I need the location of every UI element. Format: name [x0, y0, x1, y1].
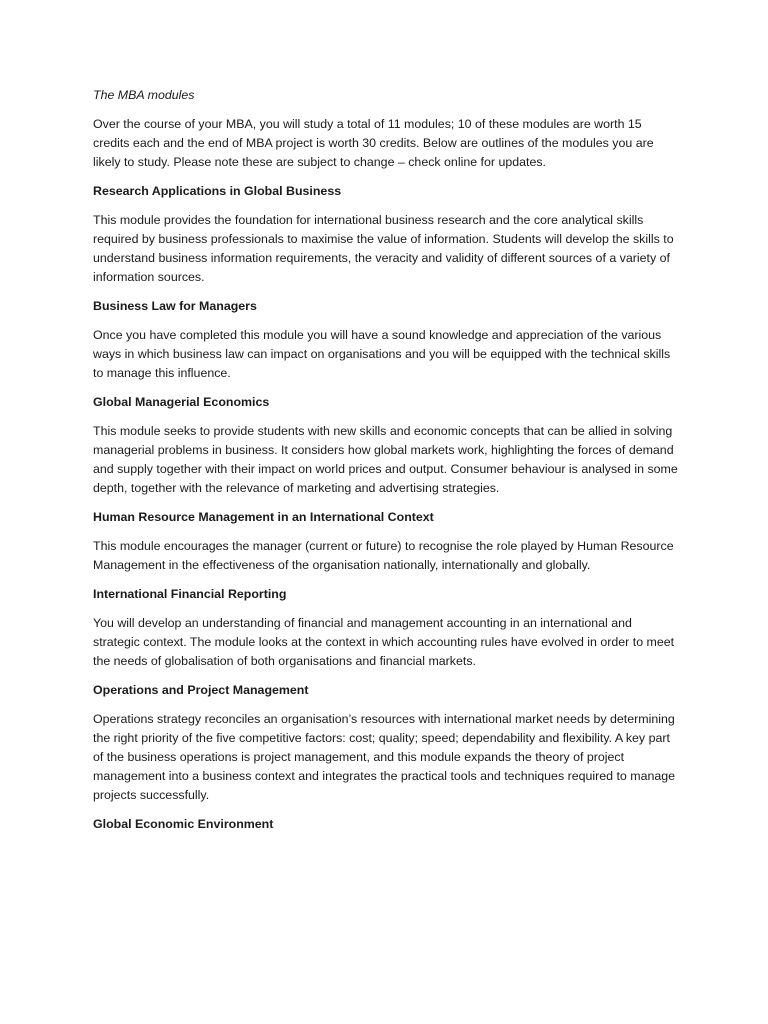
module-heading-global-economic-environment: Global Economic Environment [93, 817, 274, 831]
intro-paragraph: Over the course of your MBA, you will study a total of 11 modules; 10 of these modules are worth 15 credits each and the end of MBA project is worth 30 credits. Below are outlines of the modules you are likely to study. Please note these are subject to change – check online for updates. [93, 117, 654, 169]
module-description-operations-project-management: Operations strategy reconciles an organisation’s resources with international market needs by determining the right priority of the five competitive factors: cost; quality; speed; dependability and flexibility. A key part of the business operations is project management, and this module expands the theory of project management into a business context and integrates the practical tools and techniques required to manage projects successfully. [93, 712, 676, 802]
document-title: The MBA modules [93, 88, 195, 102]
module-heading-operations-project-management: Operations and Project Management [93, 683, 309, 697]
module-description-managerial-economics: This module seeks to provide students with new skills and economic concepts that can be allied in solving managerial problems in business. It considers how global markets work, highlighting the forces of demand and supply together with their impact on world prices and output. Consumer behaviour is analysed in some depth, together with the relevance of marketing and advertising strategies. [93, 424, 678, 495]
module-heading-managerial-economics: Global Managerial Economics [93, 395, 270, 409]
module-description-financial-reporting: You will develop an understanding of financial and management accounting in an international and strategic context. The module looks at the context in which accounting rules have evolved in order to meet the needs of globalisation of both organisations and financial markets. [93, 616, 675, 668]
module-heading-financial-reporting: International Financial Reporting [93, 587, 287, 601]
module-description-human-resource-management: This module encourages the manager (current or future) to recognise the role played by Human Resource Management in the effectiveness of the organisation nationally, internationally and globally. [93, 539, 674, 572]
module-description-business-law: Once you have completed this module you will have a sound knowledge and appreciation of the various ways in which business law can impact on organisations and you will be equipped with the technical skills to manage this influence. [93, 328, 671, 380]
module-heading-human-resource-management: Human Resource Management in an International Context [93, 510, 434, 524]
module-heading-research-applications: Research Applications in Global Business [93, 184, 342, 198]
module-description-research-applications: This module provides the foundation for international business research and the core analytical skills required by business professionals to maximise the value of information. Students will develop the skills to understand business information requirements, the veracity and validity of different sources of a variety of information sources. [93, 213, 674, 284]
module-heading-business-law: Business Law for Managers [93, 299, 257, 313]
